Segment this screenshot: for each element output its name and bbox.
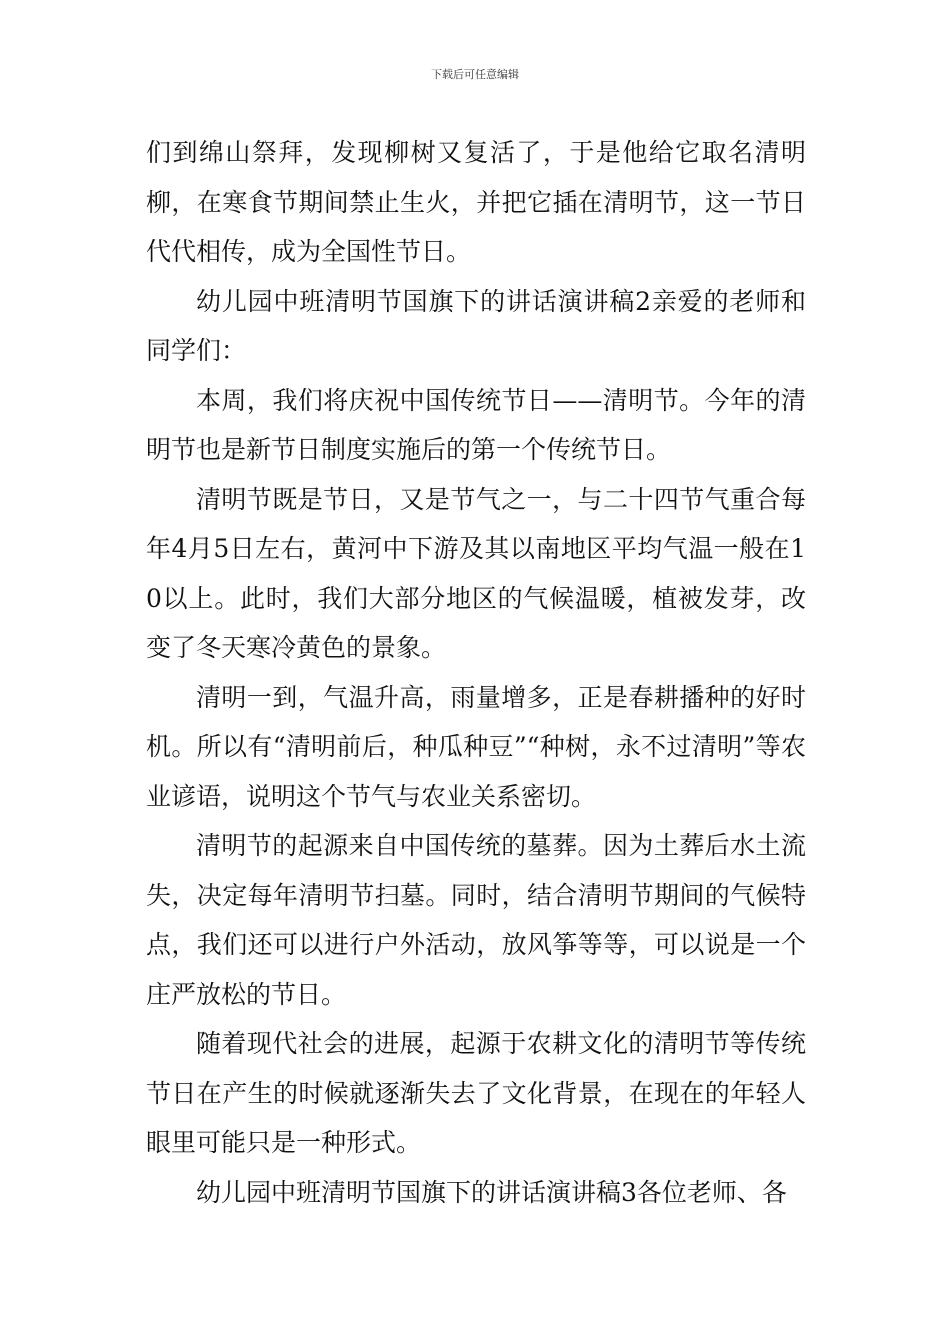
paragraph-speech-2-heading: 幼儿园中班清明节国旗下的讲话演讲稿2亲爱的老师和同学们： <box>146 286 806 365</box>
paragraph-continuation: 们到绵山祭拜，发现柳树又复活了，于是他给它取名清明柳，在寒食节期间禁止生火，并把它插在清明节，这一节日代代相传，成为全国性节日。 <box>146 138 806 266</box>
document-body <box>146 128 806 1217</box>
paragraph-speech-3-heading: 幼儿园中班清明节国旗下的讲话演讲稿3各位老师、各 <box>196 1177 787 1207</box>
paragraph-modern-society: 随着现代社会的进展，起源于农耕文化的清明节等传统节日在产生的时候就逐渐失去了文化背景，在现在的年轻人眼里可能只是一种形式。 <box>146 1029 806 1157</box>
paragraph-intro: 本周，我们将庆祝中国传统节日——清明节。今年的清明节也是新节日制度实施后的第一个传统节日。 <box>146 385 806 464</box>
paragraph-farming: 清明一到，气温升高，雨量增多，正是春耕播种的好时机。所以有“清明前后，种瓜种豆”“种树，永不过清明”等农业谚语，说明这个节气与农业关系密切。 <box>146 682 806 811</box>
header-note: 下载后可任意编辑 <box>431 68 519 81</box>
paragraph-origin: 清明节的起源来自中国传统的墓葬。因为土葬后水土流失，决定每年清明节扫墓。同时，结合清明节期间的气候特点，我们还可以进行户外活动，放风筝等等，可以说是一个庄严放松的节日。 <box>146 831 806 1009</box>
paragraph-solar-term: 清明节既是节日，又是节气之一，与二十四节气重合每年4月5日左右，黄河中下游及其以南地区平均气温一般在10以上。此时，我们大部分地区的气候温暖，植被发芽，改变了冬天寒冷黄色的景象。 <box>146 484 806 662</box>
